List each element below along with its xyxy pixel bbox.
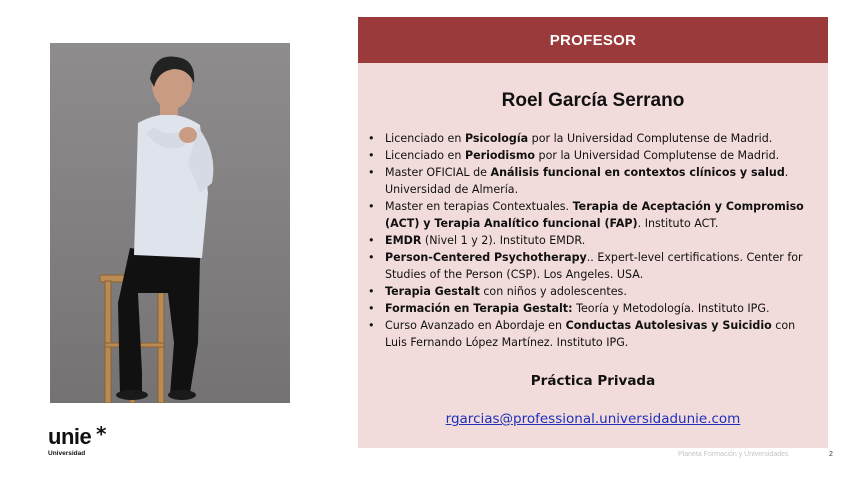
qualification-text: . Instituto ACT. [637, 217, 719, 230]
profile-card [358, 63, 828, 448]
qualification-highlight: Person-Centered Psychotherapy [385, 251, 587, 264]
qualification-highlight: Análisis funcional en contextos clínicos y salud [490, 166, 785, 179]
qualification-text: Master OFICIAL de [385, 166, 491, 179]
qualification-highlight: EMDR [385, 234, 422, 247]
qualification-text: .. Expert-level certifications. Center for Studies of the Person (CSP). Los Angeles. USA. [385, 251, 803, 281]
qualification-text: por la Universidad Complutense de Madrid. [535, 149, 780, 162]
qualification-text: . Universidad de Almería. [385, 166, 789, 196]
footer-brand: Planeta Formación y Universidades [678, 451, 789, 458]
logo-wordmark: unie [48, 424, 92, 449]
qualification-highlight: Terapia Gestalt [385, 285, 480, 298]
qualification-highlight: Psicología [464, 132, 529, 145]
qualification-item [367, 147, 817, 164]
email-link[interactable]: rgarcias@professional.universidadunie.com [445, 411, 741, 427]
qualification-text: Licenciado en [385, 149, 465, 162]
qualification-text: con niños y adolescentes. [479, 285, 627, 298]
professor-name: Roel García Serrano [501, 90, 685, 111]
qualification-item [367, 232, 817, 249]
section-header [358, 17, 828, 63]
qualification-text: con Luis Fernando López Martínez. Instituto IPG. [385, 319, 796, 349]
qualification-item [367, 317, 817, 351]
qualification-highlight: Formación en Terapia Gestalt: [385, 302, 573, 315]
qualification-text: Teoría y Metodología. Instituto IPG. [572, 302, 770, 315]
qualifications-list [367, 130, 817, 351]
qualification-item [367, 283, 817, 300]
qualification-item [367, 300, 817, 317]
qualification-highlight: Conductas Autolesivas y Suicidio [565, 319, 772, 332]
qualification-item [367, 164, 817, 198]
star-icon: * [96, 422, 107, 446]
page-number: 2 [829, 451, 833, 458]
qualification-text: (Nivel 1 y 2). Instituto EMDR. [421, 234, 586, 247]
qualification-text: Curso Avanzado en Abordaje en [385, 319, 566, 332]
logo-subtitle: Universidad [48, 450, 86, 457]
qualification-item [367, 198, 817, 232]
section-title: PROFESOR [549, 31, 637, 49]
portrait-photo [50, 43, 290, 403]
qualification-text: Master en terapias Contextuales. [385, 200, 573, 213]
qualification-item [367, 130, 817, 147]
university-logo [48, 422, 107, 457]
qualification-highlight: Terapia de Aceptación y Compromiso (ACT) y Terapia Analítico funcional (FAP) [385, 200, 804, 230]
qualification-item [367, 249, 817, 283]
qualification-highlight: Periodismo [464, 149, 536, 162]
qualification-text: por la Universidad Complutense de Madrid. [528, 132, 773, 145]
qualification-text: Licenciado en [385, 132, 465, 145]
practice-title: Práctica Privada [530, 373, 656, 389]
